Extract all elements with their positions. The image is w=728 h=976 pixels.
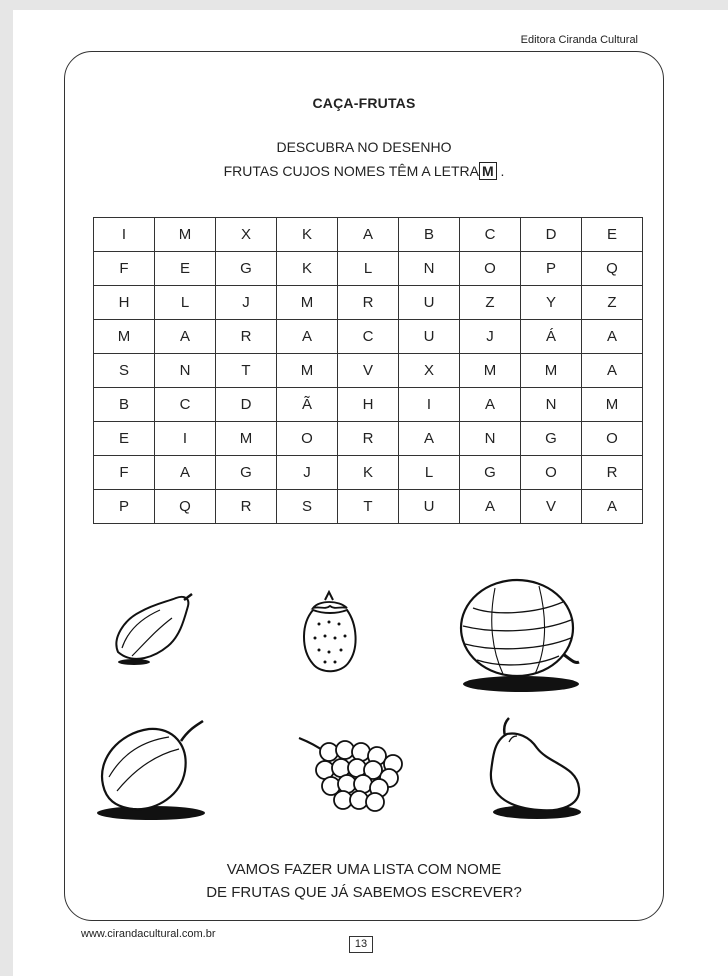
grid-cell: O [582,422,643,456]
grid-row [94,218,643,252]
grid-cell: V [521,490,582,524]
grid-cell: Z [460,286,521,320]
grid-cell: M [277,286,338,320]
pear-illustration [483,714,593,824]
grid-row [94,388,643,422]
grid-cell: A [582,490,643,524]
grid-cell: M [94,320,155,354]
grid-row [94,422,643,456]
grid-cell: R [582,456,643,490]
grid-cell: O [460,252,521,286]
grid-cell: R [216,320,277,354]
website-url: www.cirandacultural.com.br [81,928,216,940]
grid-cell: D [521,218,582,252]
grid-cell: H [338,388,399,422]
grape [366,793,384,811]
question-line-2: DE FRUTAS QUE JÁ SABEMOS ESCREVER? [206,884,522,901]
papaya-illustration [110,590,200,670]
grid-cell: K [338,456,399,490]
grid-cell: Ã [277,388,338,422]
grid-cell: A [155,320,216,354]
grape [336,741,354,759]
grid-cell: B [94,388,155,422]
grid-cell: M [582,388,643,422]
grid-cell: L [399,456,460,490]
instruction-period: . [500,163,505,179]
grid-cell: G [460,456,521,490]
grid-cell: Á [521,320,582,354]
question-line-1: VAMOS FAZER UMA LISTA COM NOME [226,861,502,878]
grid-cell: M [460,354,521,388]
grid-cell: I [94,218,155,252]
grid-cell: X [399,354,460,388]
grid-cell: O [521,456,582,490]
grid-cell: H [94,286,155,320]
grid-cell: A [155,456,216,490]
grid-cell: C [155,388,216,422]
grid-cell: R [216,490,277,524]
grid-cell: N [460,422,521,456]
grid-cell: L [155,286,216,320]
grid-cell: R [338,422,399,456]
grid-cell: V [338,354,399,388]
grid-cell: M [216,422,277,456]
grape [352,743,370,761]
target-letter-box: M [479,162,497,180]
grid-cell: A [399,422,460,456]
grid-cell: A [582,320,643,354]
grid-cell: E [155,252,216,286]
worksheet-title: CAÇA-FRUTAS [312,95,416,111]
word-search-grid [93,217,643,524]
grid-cell: S [94,354,155,388]
grid-cell: N [399,252,460,286]
grid-cell: A [460,490,521,524]
grid-cell: J [460,320,521,354]
grid-cell: B [399,218,460,252]
grid-cell: U [399,490,460,524]
grid-cell: P [94,490,155,524]
grid-row [94,320,643,354]
grid-row [94,252,643,286]
grid-cell: I [155,422,216,456]
grid-cell: N [521,388,582,422]
mango-illustration [93,715,213,825]
strawberry-illustration [295,590,365,680]
instruction-line-1: DESCUBRA NO DESENHO [276,139,452,155]
grid-cell: J [277,456,338,490]
grid-cell: T [338,490,399,524]
grid-cell: Q [582,252,643,286]
grid-cell: X [216,218,277,252]
grid-row [94,490,643,524]
grid-cell: L [338,252,399,286]
grid-cell: C [460,218,521,252]
grid-cell: O [277,422,338,456]
watermelon-illustration [455,578,585,696]
grapes-illustration [295,728,415,818]
grid-cell: N [155,354,216,388]
grid-cell: M [521,354,582,388]
grid-cell: Q [155,490,216,524]
grid-cell: E [582,218,643,252]
grid-cell: G [216,456,277,490]
grid-cell: Y [521,286,582,320]
grid-cell: G [521,422,582,456]
grid-cell: K [277,252,338,286]
grid-row [94,354,643,388]
grid-cell: S [277,490,338,524]
grape [320,743,338,761]
grid-cell: G [216,252,277,286]
grid-cell: M [277,354,338,388]
grid-cell: I [399,388,460,422]
grid-cell: Z [582,286,643,320]
page-number: 13 [349,936,373,953]
grid-cell: K [277,218,338,252]
publisher-name: Editora Ciranda Cultural [520,34,638,46]
grid-cell: U [399,320,460,354]
grid-row [94,456,643,490]
grid-cell: M [155,218,216,252]
grid-cell: F [94,252,155,286]
grape [354,775,372,793]
instruction-line-2 [0,162,728,180]
grid-cell: F [94,456,155,490]
grid-cell: A [338,218,399,252]
grid-cell: E [94,422,155,456]
grid-row [94,286,643,320]
instruction-text: FRUTAS CUJOS NOMES TÊM A LETRA [223,163,479,179]
grid-cell: A [460,388,521,422]
grid-cell: D [216,388,277,422]
grid-cell: A [582,354,643,388]
grid-cell: A [277,320,338,354]
grid-cell: R [338,286,399,320]
grid-cell: T [216,354,277,388]
grid-cell: P [521,252,582,286]
grape [350,791,368,809]
grid-cell: U [399,286,460,320]
grid-cell: J [216,286,277,320]
grid-cell: C [338,320,399,354]
